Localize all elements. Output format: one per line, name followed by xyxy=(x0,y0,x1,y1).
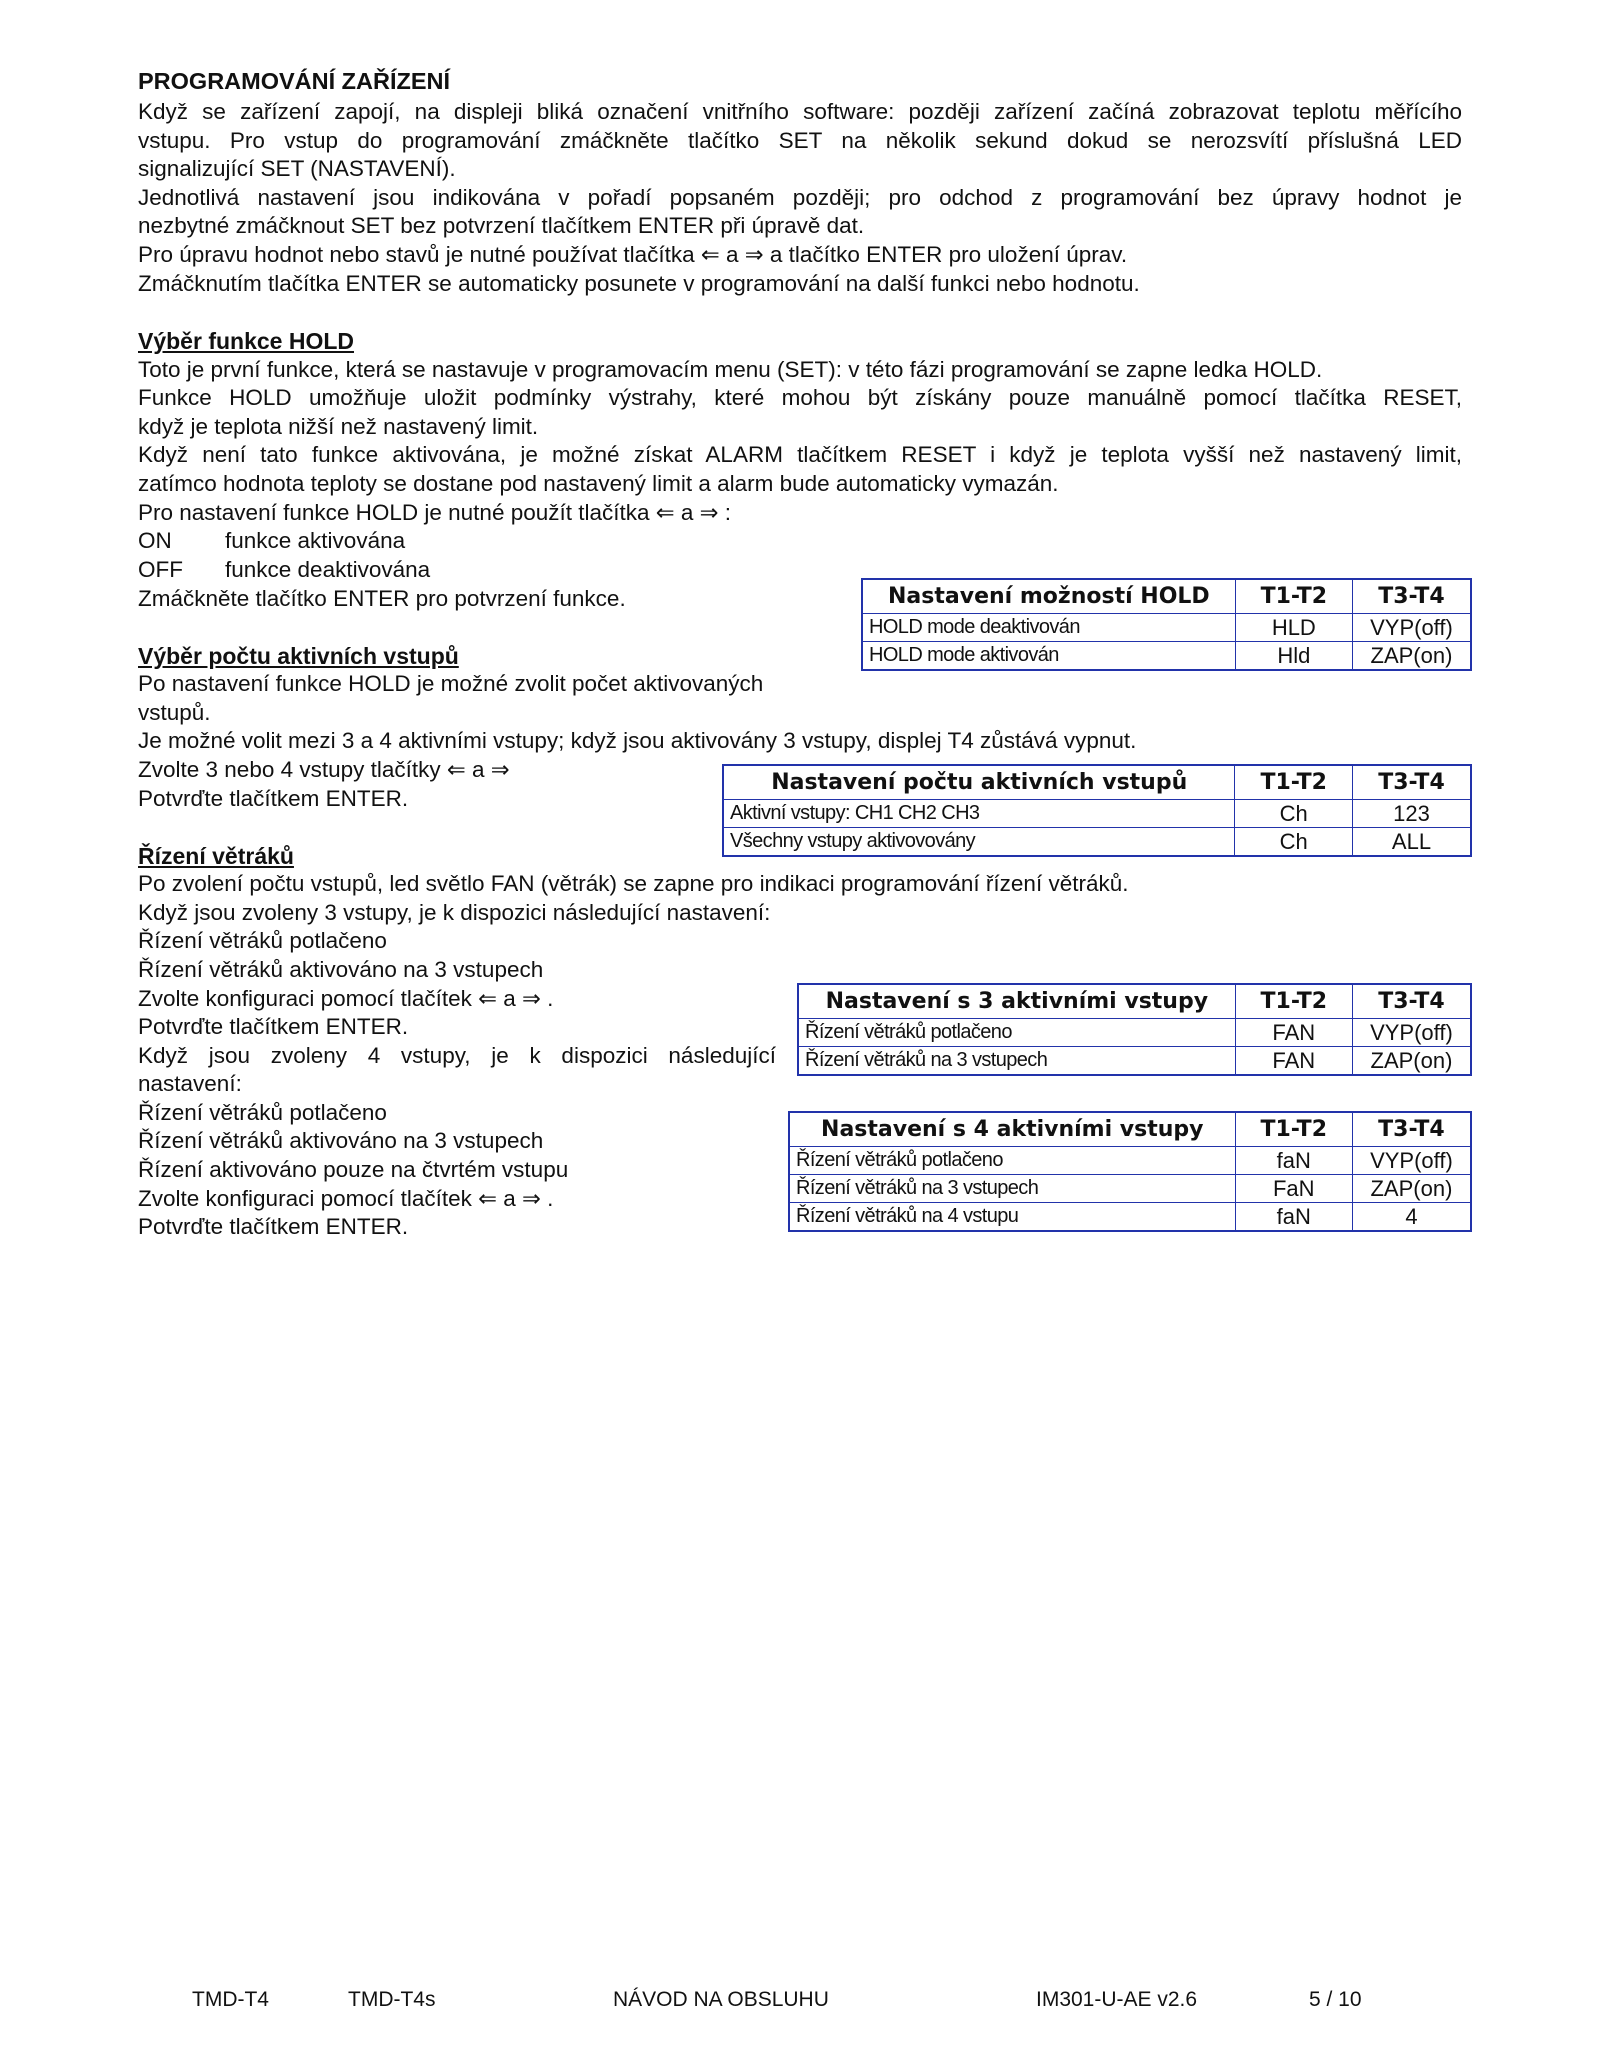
hold-line-1: Toto je první funkce, která se nastavuje v programovacím menu (SET): v této fázi programování se zapne ledka HOLD. xyxy=(138,357,1323,382)
table-cell-value: HLD xyxy=(1235,614,1352,642)
table-row xyxy=(789,1147,1471,1175)
table-cell-label: Všechny vstupy aktivovovány xyxy=(723,828,1235,857)
fans-line-3: Řízení větráků potlačeno xyxy=(138,928,387,953)
table-header-cell: T3-T4 xyxy=(1352,1112,1471,1147)
table-cell-value: VYP(off) xyxy=(1352,614,1471,642)
footer-model-2: TMD-T4s xyxy=(348,1988,436,2011)
table-header-cell: T1-T2 xyxy=(1235,984,1352,1019)
table-cell-value: faN xyxy=(1235,1147,1352,1175)
inputs-line-3: Je možné volit mezi 3 a 4 aktivními vstupy; když jsou aktivovány 3 vstupy, displej T4 zůstává vypnut. xyxy=(138,728,1137,753)
table-header-cell: T3-T4 xyxy=(1352,984,1471,1019)
table-header-cell: T3-T4 xyxy=(1352,579,1471,614)
intro-line-2: vstupu. Pro vstup do programování zmáčkněte tlačítko SET na několik sekund dokud se nerozsvítí příslušná LED xyxy=(138,128,1462,153)
intro-line-5: nezbytné zmáčknout SET bez potvrzení tlačítkem ENTER při úpravě dat. xyxy=(138,213,865,238)
three-inputs-fan-table xyxy=(797,983,1472,1076)
table-cell-label: Řízení větráků potlačeno xyxy=(798,1019,1235,1047)
inputs-line-1: Po nastavení funkce HOLD je možné zvolit počet aktivovaných xyxy=(138,671,764,696)
inputs-line-5: Potvrďte tlačítkem ENTER. xyxy=(138,786,409,811)
section-title-fans: Řízení větráků xyxy=(138,843,294,869)
fans-line-4: Řízení větráků aktivováno na 3 vstupech xyxy=(138,957,544,982)
table-header-cell: T3-T4 xyxy=(1352,765,1471,800)
table-cell-value: ZAP(on) xyxy=(1352,1175,1471,1203)
table-cell-value: Ch xyxy=(1235,800,1353,828)
table-header-cell: T1-T2 xyxy=(1235,1112,1352,1147)
intro-line-7: Zmáčknutím tlačítka ENTER se automaticky posunete v programování na další funkci nebo hodnotu. xyxy=(138,271,1140,296)
table-cell-value: ZAP(on) xyxy=(1352,642,1471,671)
fans-line-10: Řízení větráků aktivováno na 3 vstupech xyxy=(138,1128,544,1153)
table-header-row xyxy=(862,579,1471,614)
hold-options-table xyxy=(861,578,1472,671)
footer-document-title: NÁVOD NA OBSLUHU xyxy=(613,1988,829,2011)
table-row xyxy=(798,1019,1471,1047)
hold-line-5: zatímco hodnota teploty se dostane pod nastavený limit a alarm bude automaticky vymazán. xyxy=(138,471,1059,496)
fans-line-13: Potvrďte tlačítkem ENTER. xyxy=(138,1214,409,1239)
table-cell-label: Aktivní vstupy: CH1 CH2 CH3 xyxy=(723,800,1235,828)
table-header-cell: T1-T2 xyxy=(1235,579,1352,614)
table-row xyxy=(798,1047,1471,1076)
hold-on-text: funkce aktivována xyxy=(225,528,406,553)
hold-option-on xyxy=(138,527,405,556)
hold-line-4: Když není tato funkce aktivována, je možné získat ALARM tlačítkem RESET i když je teplota vyšší než nastavený limit, xyxy=(138,442,1462,467)
table-cell-label: Řízení větráků na 4 vstupu xyxy=(789,1203,1235,1232)
footer-document-code: IM301-U-AE v2.6 xyxy=(1036,1988,1198,2011)
table-cell-value: Hld xyxy=(1235,642,1352,671)
table-cell-value: FAN xyxy=(1235,1047,1352,1076)
section-title-inputs: Výběr počtu aktivních vstupů xyxy=(138,643,459,669)
inputs-line-2: vstupů. xyxy=(138,700,211,725)
intro-line-4: Jednotlivá nastavení jsou indikována v pořadí popsaném později; pro odchod z programování bez úpravy hodnot je xyxy=(138,185,1462,210)
four-inputs-fan-table xyxy=(788,1111,1472,1232)
footer-page-number: 5 / 10 xyxy=(1309,1988,1362,2011)
fans-line-5: Zvolte konfiguraci pomocí tlačítek ⇐ a ⇒ . xyxy=(138,986,554,1011)
table-cell-value: 123 xyxy=(1352,800,1471,828)
fans-line-11: Řízení aktivováno pouze na čtvrtém vstupu xyxy=(138,1157,569,1182)
fans-line-1: Po zvolení počtu vstupů, led světlo FAN (větrák) se zapne pro indikaci programování řízení větráků. xyxy=(138,871,1129,896)
intro-line-3: signalizující SET (NASTAVENÍ). xyxy=(138,156,456,181)
fans-line-12: Zvolte konfiguraci pomocí tlačítek ⇐ a ⇒ . xyxy=(138,1186,554,1211)
table-cell-label: HOLD mode deaktivován xyxy=(862,614,1235,642)
section-title-hold: Výběr funkce HOLD xyxy=(138,328,354,354)
table-header-row xyxy=(789,1112,1471,1147)
table-cell-label: HOLD mode aktivován xyxy=(862,642,1235,671)
table-cell-label: Řízení větráků potlačeno xyxy=(789,1147,1235,1175)
table-cell-value: ALL xyxy=(1352,828,1471,857)
fans-line-6: Potvrďte tlačítkem ENTER. xyxy=(138,1014,409,1039)
hold-line-2: Funkce HOLD umožňuje uložit podmínky výstrahy, které mohou být získány pouze manuálně pomocí tlačítka RESET, xyxy=(138,385,1462,410)
table-header-cell: T1-T2 xyxy=(1235,765,1353,800)
fans-line-9: Řízení větráků potlačeno xyxy=(138,1100,387,1125)
inputs-line-4: Zvolte 3 nebo 4 vstupy tlačítky ⇐ a ⇒ xyxy=(138,757,510,782)
footer-model-1: TMD-T4 xyxy=(192,1988,269,2011)
hold-on-key: ON xyxy=(138,528,172,553)
table-cell-value: FaN xyxy=(1235,1175,1352,1203)
table-row xyxy=(789,1175,1471,1203)
table-header-cell: Nastavení s 3 aktivními vstupy xyxy=(798,984,1235,1019)
table-cell-value: VYP(off) xyxy=(1352,1147,1471,1175)
hold-off-key: OFF xyxy=(138,557,183,582)
table-header-cell: Nastavení možností HOLD xyxy=(862,579,1235,614)
table-header-cell: Nastavení počtu aktivních vstupů xyxy=(723,765,1235,800)
fans-line-7: Když jsou zvoleny 4 vstupy, je k dispozici následující xyxy=(138,1043,776,1068)
table-cell-value: ZAP(on) xyxy=(1352,1047,1471,1076)
table-cell-label: Řízení větráků na 3 vstupech xyxy=(798,1047,1235,1076)
table-header-cell: Nastavení s 4 aktivními vstupy xyxy=(789,1112,1235,1147)
table-cell-label: Řízení větráků na 3 vstupech xyxy=(789,1175,1235,1203)
hold-line-3: když je teplota nižší než nastavený limit. xyxy=(138,414,539,439)
table-row xyxy=(789,1203,1471,1232)
table-row xyxy=(862,614,1471,642)
table-row xyxy=(723,800,1471,828)
hold-option-off xyxy=(138,556,430,585)
table-row xyxy=(862,642,1471,671)
table-cell-value: FAN xyxy=(1235,1019,1352,1047)
intro-line-6: Pro úpravu hodnot nebo stavů je nutné používat tlačítka ⇐ a ⇒ a tlačítko ENTER pro uložení úprav. xyxy=(138,242,1128,267)
table-header-row xyxy=(723,765,1471,800)
page-title: PROGRAMOVÁNÍ ZAŘÍZENÍ xyxy=(138,68,451,94)
hold-off-text: funkce deaktivována xyxy=(225,557,431,582)
active-inputs-table xyxy=(722,764,1472,857)
hold-line-6: Pro nastavení funkce HOLD je nutné použít tlačítka ⇐ a ⇒ : xyxy=(138,500,732,525)
fans-line-2: Když jsou zvoleny 3 vstupy, je k dispozici následující nastavení: xyxy=(138,900,771,925)
table-cell-value: VYP(off) xyxy=(1352,1019,1471,1047)
intro-line-1: Když se zařízení zapojí, na displeji bliká označení vnitřního software: později zařízení začíná zobrazovat teplotu měřícího xyxy=(138,99,1462,124)
hold-line-9: Zmáčkněte tlačítko ENTER pro potvrzení funkce. xyxy=(138,586,626,611)
table-row xyxy=(723,828,1471,857)
fans-line-8: nastavení: xyxy=(138,1071,242,1096)
table-cell-value: 4 xyxy=(1352,1203,1471,1232)
table-cell-value: faN xyxy=(1235,1203,1352,1232)
table-cell-value: Ch xyxy=(1235,828,1353,857)
table-header-row xyxy=(798,984,1471,1019)
